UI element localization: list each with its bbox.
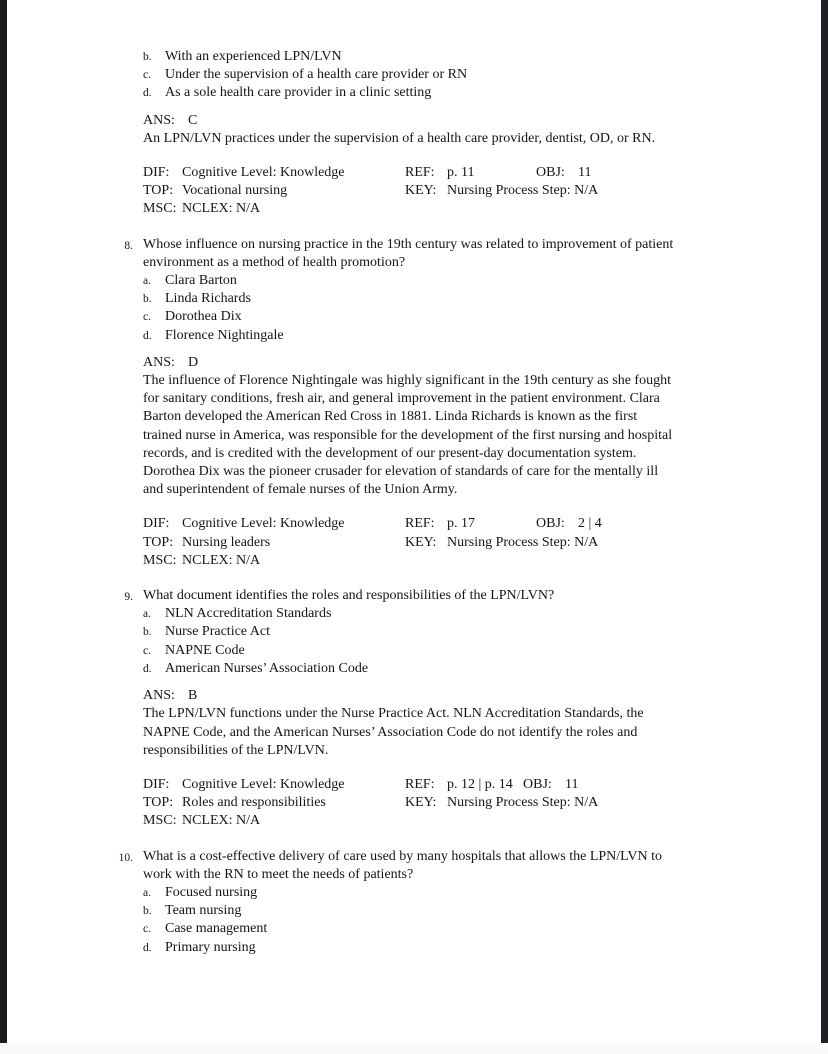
option-text: American Nurses’ Association Code [165,660,369,676]
answer-option [143,308,768,326]
option-letter: d. [143,329,152,342]
top-value: Roles and responsibilities [182,795,326,811]
option-letter: d. [143,662,152,675]
msc-value: NCLEX: N/A [182,201,261,217]
obj-label: OBJ: [536,516,565,532]
ref-label: REF: [405,165,435,181]
answer-section [143,354,768,500]
dif-label: DIF: [143,165,170,181]
option-letter: a. [143,275,151,288]
answer-option [143,660,768,678]
options-list [143,605,768,678]
meta-row-top [143,534,768,552]
ref-value: p. 12 | p. 14 [447,776,513,792]
question-number: 10. [118,851,133,864]
answer-label: ANS: [143,354,175,370]
option-letter: b. [143,905,152,918]
answer-option [143,884,768,902]
rationale-text: The LPN/LVN functions under the Nurse Practice Act. NLN Accreditation Standards, the NAPNE Code, and the American Nurses’ Association Code do not identify the roles and responsibilities of the LPN/LVN. [143,706,644,758]
dif-value: Cognitive Level: Knowledge [182,776,345,792]
options-list [143,884,768,957]
option-text: NLN Accreditation Standards [165,606,332,622]
option-text: As a sole health care provider in a clinic setting [165,85,432,101]
answer-row [143,112,768,130]
question-block-partial [143,48,768,219]
option-text: With an experienced LPN/LVN [165,49,342,64]
obj-value: 11 [578,165,592,181]
meta-section [143,164,768,219]
answer-letter: D [188,354,199,370]
answer-option [143,605,768,623]
question-block-10 [118,848,768,957]
option-text: Focused nursing [165,884,258,900]
answer-option [143,920,768,938]
meta-section [143,515,768,570]
obj-value: 11 [565,776,579,792]
obj-label: OBJ: [536,165,565,181]
meta-section [143,776,768,831]
dif-label: DIF: [143,776,170,792]
answer-label: ANS: [143,112,175,128]
option-letter: c. [143,644,151,657]
option-letter: d. [143,87,152,100]
answer-row [143,354,768,372]
ref-label: REF: [405,776,435,792]
top-label: TOP: [143,183,174,199]
msc-label: MSC: [143,552,177,568]
viewer-bottom-band [0,1043,828,1054]
option-letter: b. [143,626,152,639]
answer-option [143,48,768,66]
meta-row-dif [143,776,768,794]
question-stem: What document identifies the roles and responsibilities of the LPN/LVN? [143,588,555,604]
key-value: Nursing Process Step: N/A [447,795,599,811]
top-label: TOP: [143,795,174,811]
option-letter: a. [143,886,151,899]
answer-letter: B [188,688,198,704]
top-label: TOP: [143,534,174,550]
option-text: Team nursing [165,903,242,919]
answer-option [143,290,768,308]
option-text: NAPNE Code [165,642,245,658]
answer-option [143,939,768,957]
option-text: Dorothea Dix [165,309,242,325]
option-letter: b. [143,51,152,63]
question-block-9 [124,587,768,830]
obj-value: 2 | 4 [578,516,602,532]
rationale-text: An LPN/LVN practices under the supervision of a health care provider, dentist, OD, or RN. [143,130,656,146]
msc-value: NCLEX: N/A [182,813,261,829]
answer-label: ANS: [143,688,175,704]
msc-label: MSC: [143,813,177,829]
question-number: 9. [124,591,133,604]
ref-label: REF: [405,516,435,532]
option-letter: c. [143,69,151,82]
answer-option [143,84,768,102]
answer-option [143,642,768,660]
answer-option [143,272,768,290]
viewer-left-edge-bar [0,0,7,1043]
answer-section [143,687,768,760]
msc-label: MSC: [143,201,177,217]
meta-row-msc [143,812,768,830]
option-text: Under the supervision of a health care provider or RN [165,67,468,83]
answer-option [143,902,768,920]
answer-section [143,112,768,148]
key-label: KEY: [405,534,437,550]
rationale-text: The influence of Florence Nightingale was highly significant in the 19th century as she fought for sanitary conditions, fresh air, and general improvement in the patient environment. Clara Barton developed the American Red Cross in 1881. Linda Richards is known as the first trained nurse in America, was responsible for the development of the first nursing and hospital records, and is credited with the development of our present-day documentation system. Dorothea Dix was the pioneer crusader for elevation of standards of care for the mentally ill and superintendent of female nurses of the Union Army. [143,373,673,498]
option-letter: b. [143,293,152,306]
option-text: Nurse Practice Act [165,624,270,640]
question-block-8 [124,236,768,570]
option-text: Case management [165,921,268,937]
ref-value: p. 11 [447,165,475,181]
document-page-content [118,48,768,957]
dif-label: DIF: [143,516,170,532]
meta-row-top [143,794,768,812]
key-value: Nursing Process Step: N/A [447,183,599,199]
meta-row-msc [143,552,768,570]
option-text: Primary nursing [165,939,256,955]
key-label: KEY: [405,183,437,199]
answer-letter: C [188,112,198,128]
ref-value: p. 17 [447,516,475,532]
options-list [143,272,768,345]
answer-option [143,623,768,641]
meta-row-dif [143,515,768,533]
meta-row-dif [143,164,768,182]
answer-option [143,66,768,84]
msc-value: NCLEX: N/A [182,552,261,568]
question-stem: What is a cost-effective delivery of care used by many hospitals that allows the LPN/LVN to work with the RN to meet the needs of patients? [143,848,663,882]
question-stem: Whose influence on nursing practice in the 19th century was related to improvement of patient environment as a method of health promotion? [143,236,674,270]
option-text: Linda Richards [165,291,251,307]
dif-value: Cognitive Level: Knowledge [182,165,345,181]
dif-value: Cognitive Level: Knowledge [182,516,345,532]
top-value: Nursing leaders [182,534,271,550]
option-text: Clara Barton [165,273,237,289]
question-number: 8. [124,239,133,252]
options-list [143,48,768,103]
answer-row [143,687,768,705]
top-value: Vocational nursing [182,183,288,199]
option-letter: d. [143,941,152,954]
meta-row-top [143,182,768,200]
option-letter: c. [143,311,151,324]
meta-row-msc [143,200,768,218]
option-letter: a. [143,608,151,621]
obj-label: OBJ: [523,776,552,792]
key-label: KEY: [405,795,437,811]
option-letter: c. [143,923,151,936]
viewer-right-edge-bar [821,0,828,1043]
answer-option [143,327,768,345]
key-value: Nursing Process Step: N/A [447,534,599,550]
option-text: Florence Nightingale [165,327,284,343]
